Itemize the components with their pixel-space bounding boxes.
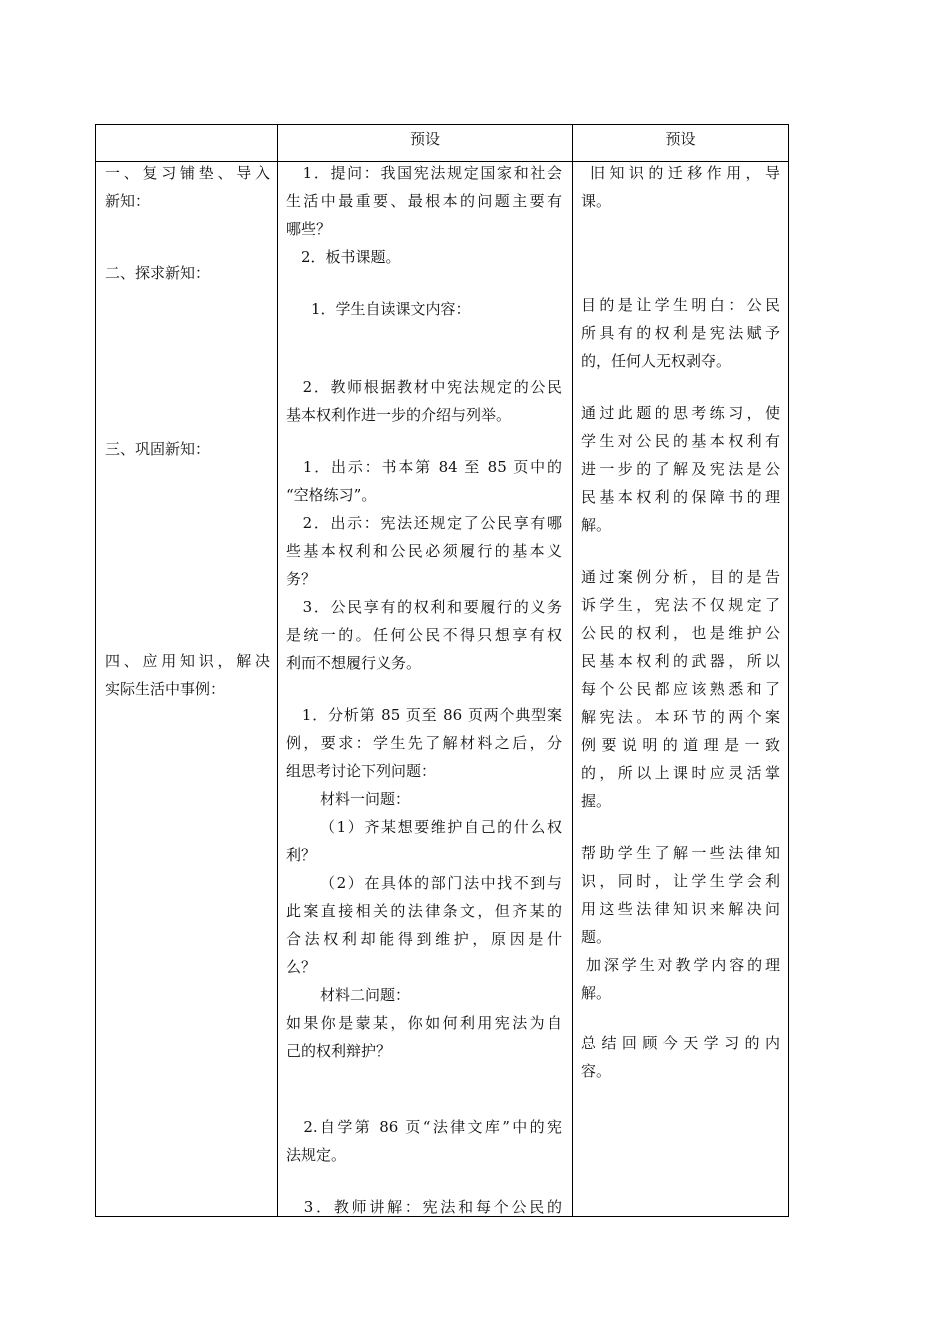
activity-line: 3．教师讲解：宪法和每个公民的 — [286, 1198, 562, 1216]
activity-line: 2．出示：宪法还规定了公民享有哪 — [286, 514, 562, 532]
intent-line: 通过案例分析，目的是告 — [581, 568, 780, 586]
header-cell-1 — [96, 125, 277, 161]
activity-line: （1）齐某想要维护自己的什么权 — [320, 818, 562, 836]
activity-line: 1．出示：书本第 84 至 85 页中的 — [286, 458, 562, 476]
activity-line: 生活中最重要、最根本的问题主要有 — [286, 192, 562, 210]
activity-line: 些基本权利和公民必须履行的基本义 — [286, 542, 562, 560]
intent-line: 通过此题的思考练习，使 — [581, 404, 780, 422]
activity-line: 己的权利辩护？ — [286, 1042, 392, 1060]
activity-line: （2）在具体的部门法中找不到与 — [320, 874, 562, 892]
activity-line: 1．学生自读课文内容： — [296, 300, 471, 318]
intent-line: 解宪法。本环节的两个案 — [581, 708, 780, 726]
activity-line: 1．提问：我国宪法规定国家和社会 — [286, 164, 562, 182]
header-cell-3: 预设 — [665, 130, 696, 148]
intent-line: 旧知识的迁移作用，导 — [590, 164, 780, 182]
section-1-heading-cont: 新知： — [105, 192, 151, 210]
activity-line: 么？ — [286, 958, 317, 976]
activity-line: 2．教师根据教材中宪法规定的公民 — [286, 378, 562, 396]
intent-line: 总结回顾今天学习的内 — [581, 1034, 780, 1052]
intent-line: 容。 — [581, 1062, 612, 1080]
activity-line: 利？ — [286, 846, 317, 864]
intent-line: 学生对公民的基本权利有 — [581, 432, 780, 450]
intent-line: 解。 — [581, 984, 612, 1002]
intent-line: 识，同时，让学生学会利 — [581, 872, 780, 890]
intent-line: 解。 — [581, 516, 612, 534]
activity-line: 材料二问题： — [320, 986, 411, 1004]
activity-line: 材料一问题： — [320, 790, 411, 808]
intent-line: 课。 — [581, 192, 612, 210]
intent-line: 进一步的了解及宪法是公 — [581, 460, 780, 478]
activity-line: 此案直接相关的法律条文，但齐某的 — [286, 902, 562, 920]
section-1-heading: 一、复习铺垫、导入 — [105, 164, 270, 182]
activity-line: 合法权利却能得到维护，原因是什 — [286, 930, 562, 948]
activity-line: 法规定。 — [286, 1146, 347, 1164]
section-3-heading: 三、巩固新知： — [105, 440, 211, 458]
activity-line: 哪些？ — [286, 220, 332, 238]
activity-line: “空格练习”。 — [286, 486, 377, 504]
section-2-heading: 二、探求新知： — [105, 264, 211, 282]
intent-line: 所具有的权利是宪法赋予 — [581, 324, 780, 342]
header-cell-2: 预设 — [409, 130, 440, 148]
activity-line: 3．公民享有的权利和要履行的义务 — [286, 598, 562, 616]
activity-line: 务？ — [286, 570, 317, 588]
activity-line: 如果你是蒙某，你如何利用宪法为自 — [286, 1014, 562, 1032]
intent-line: 民基本权利的武器，所以 — [581, 652, 780, 670]
intent-line: 用这些法律知识来解决问 — [581, 900, 780, 918]
activity-line: 2.自学第 86 页“法律文库”中的宪 — [286, 1118, 562, 1136]
intent-line: 的，所以上课时应灵活掌 — [581, 764, 780, 782]
intent-line: 加深学生对教学内容的理 — [586, 956, 780, 974]
section-4-heading: 四、应用知识，解决 — [105, 652, 270, 670]
intent-line: 的，任何人无权剥夺。 — [581, 352, 732, 370]
activity-line: 1．分析第 85 页至 86 页两个典型案 — [286, 706, 562, 724]
intent-line: 例要说明的道理是一致 — [581, 736, 780, 754]
activity-line: 基本权利作进一步的介绍与列举。 — [286, 406, 512, 424]
activity-line: 利而不想履行义务。 — [286, 654, 422, 672]
intent-line: 目的是让学生明白：公民 — [581, 296, 780, 314]
activity-line: 是统一的。任何公民不得只想享有权 — [286, 626, 562, 644]
intent-line: 帮助学生了解一些法律知 — [581, 844, 780, 862]
activity-line: 2．板书课题。 — [286, 248, 401, 266]
intent-line: 公民的权利，也是维护公 — [581, 624, 780, 642]
intent-line: 每个公民都应该熟悉和了 — [581, 680, 780, 698]
column-divider-2 — [572, 125, 573, 1216]
activity-line: 组思考讨论下列问题： — [286, 762, 437, 780]
activity-line: 例，要求：学生先了解材料之后，分 — [286, 734, 562, 752]
lesson-plan-table — [95, 124, 789, 1217]
column-divider-1 — [277, 125, 278, 1216]
intent-line: 民基本权利的保障书的理 — [581, 488, 780, 506]
intent-line: 题。 — [581, 928, 612, 946]
intent-line: 诉学生，宪法不仅规定了 — [581, 596, 780, 614]
intent-line: 握。 — [581, 792, 612, 810]
section-4-heading-cont: 实际生活中事例： — [105, 680, 226, 698]
